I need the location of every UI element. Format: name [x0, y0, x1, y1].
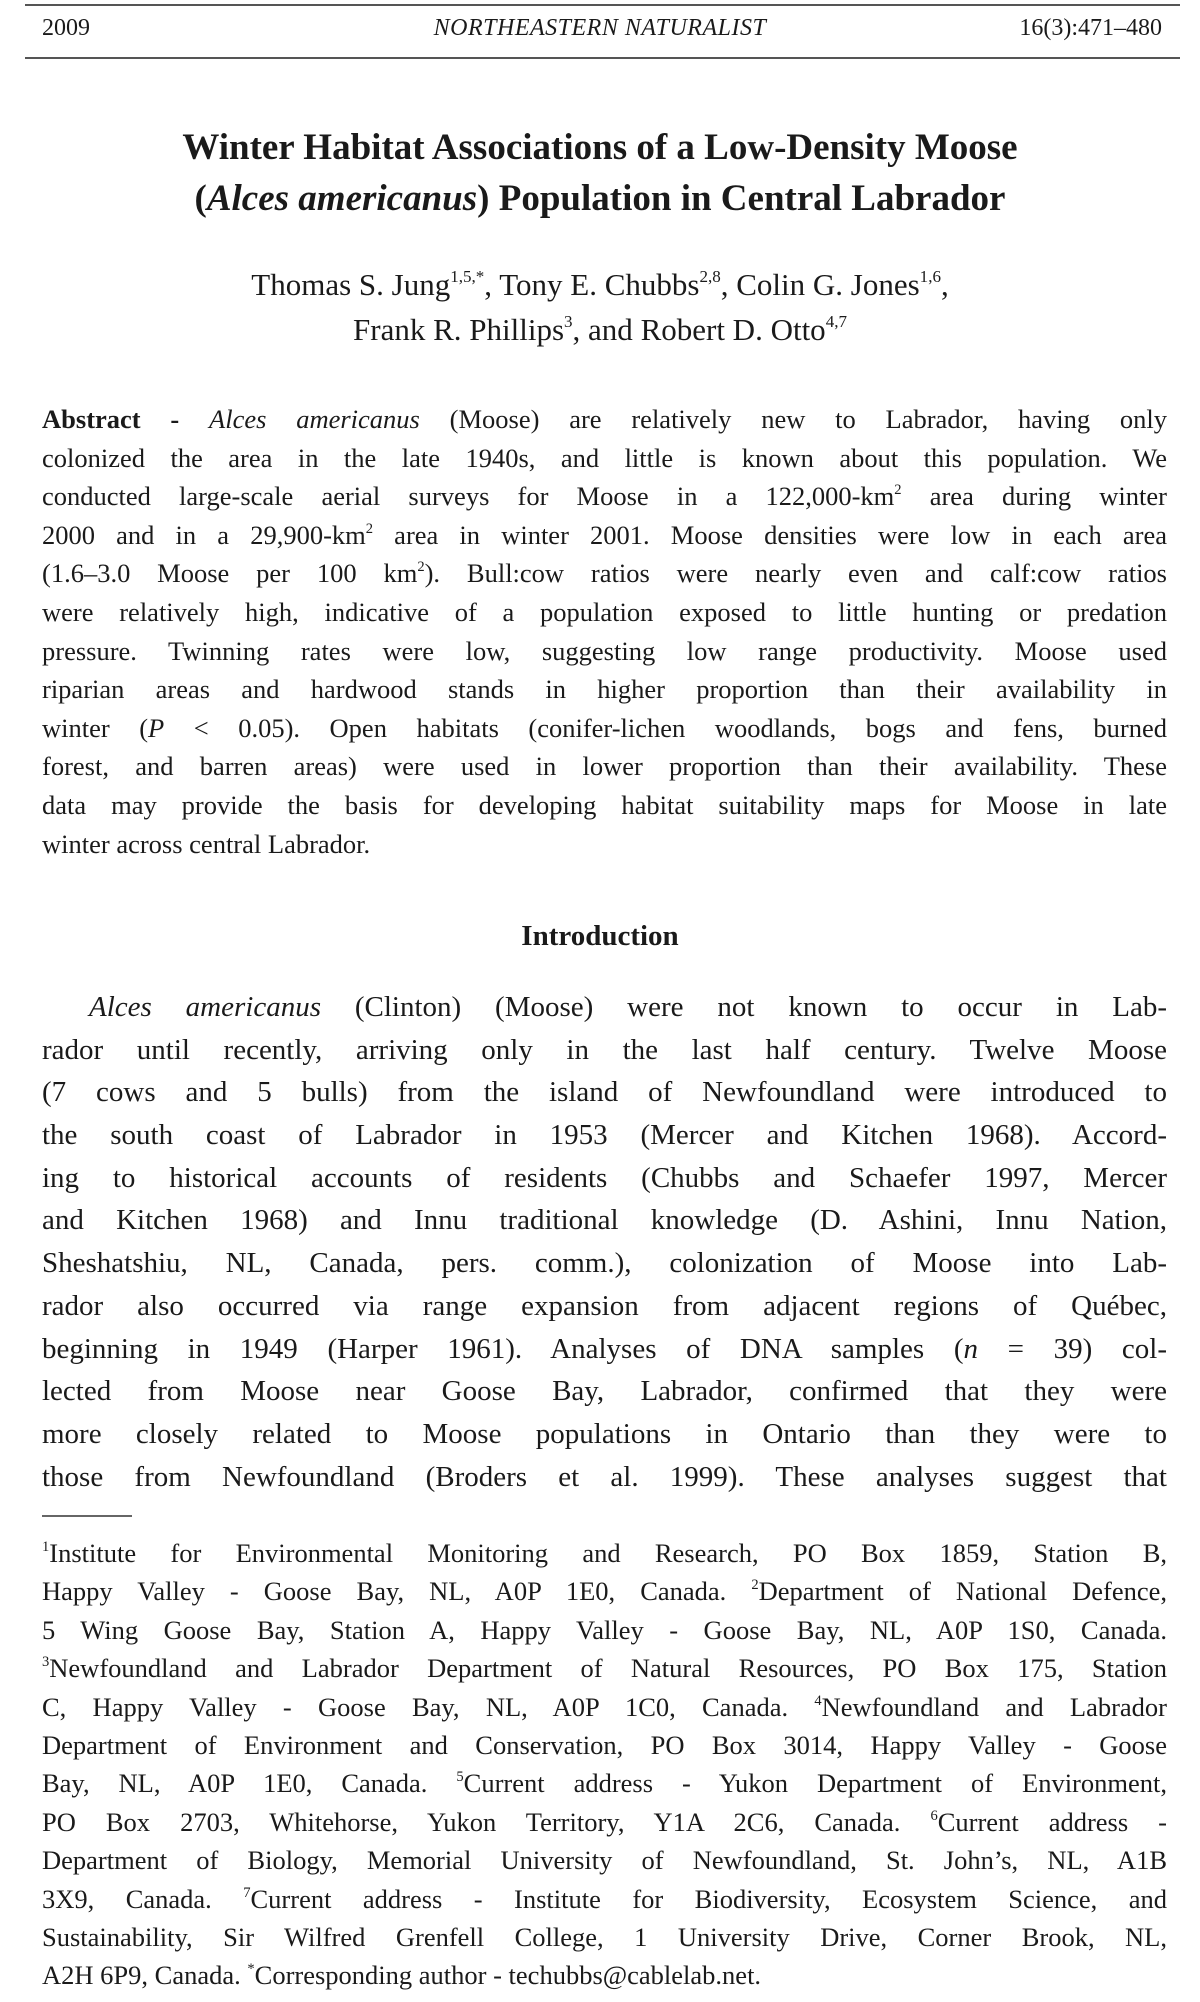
footnote-line	[42, 1841, 1167, 1879]
footnote-text: C, Happy Valley - Goose Bay, NL, A0P 1C0, Canada.	[42, 1691, 815, 1722]
title-line-2	[0, 173, 1200, 224]
abstract-text: area in winter 2001. Moose densities were low in each area	[373, 519, 1167, 550]
footnote-marker: 2	[751, 1577, 759, 1594]
abstract-line	[42, 477, 1167, 516]
section-heading-introduction: Introduction	[521, 920, 679, 952]
footnote-line	[42, 1918, 1167, 1956]
abstract	[42, 400, 1167, 863]
footnote-text: Corresponding author - techubbs@cablelab.net.	[254, 1960, 762, 1991]
footnote-line	[42, 1649, 1167, 1687]
abstract-text: area during winter	[901, 481, 1167, 512]
intro-text: = 39) col-	[978, 1332, 1167, 1365]
author-affiliation: 4,7	[825, 312, 847, 332]
intro-line: (7 cows and 5 bulls) from the island of Newfoundland were introduced to	[42, 1076, 1167, 1109]
footnote-line	[42, 1572, 1167, 1610]
footnote-text: Newfoundland and Labrador Department of Natural Resources, PO Box 175, Station	[49, 1653, 1167, 1684]
abstract-text: winter (	[42, 712, 149, 743]
intro-text: (Clinton) (Moose) were not known to occur in Lab-	[320, 991, 1167, 1023]
abstract-line: were relatively high, indicative of a population exposed to little hunting or predation	[42, 596, 1167, 627]
footnote-text: Current address - Institute for Biodiversity, Ecosystem Science, and	[250, 1883, 1167, 1914]
abstract-line: pressure. Twinning rates were low, suggesting low range productivity. Moose used	[42, 635, 1167, 666]
intro-line: rador also occurred via range expansion from adjacent regions of Québec,	[42, 1289, 1167, 1322]
superscript: 2	[365, 520, 374, 537]
intro-line: Sheshatshiu, NL, Canada, pers. comm.), colonization of Moose into Lab-	[42, 1247, 1167, 1280]
footnote-marker: 3	[42, 1654, 50, 1671]
footnote-line	[42, 1534, 1167, 1572]
footnote-line	[42, 1688, 1167, 1726]
abstract-line: colonized the area in the late 1940s, and little is known about this population. We	[42, 442, 1167, 473]
title-paren-open: (	[194, 178, 207, 219]
article-title	[0, 122, 1200, 224]
footnote-text: Department of Biology, Memorial University of Newfoundland, St. John’s, NL, A1B	[42, 1845, 1167, 1876]
abstract-text: ). Bull:cow ratios were nearly even and calf:cow ratios	[424, 558, 1167, 589]
author-name: Robert D. Otto	[640, 312, 826, 347]
abstract-line	[42, 709, 1167, 748]
superscript: 2	[894, 482, 902, 499]
abstract-line	[42, 554, 1167, 593]
abstract-line: data may provide the basis for developing habitat suitability maps for Moose in late	[42, 789, 1167, 820]
footnote-text: Sustainability, Sir Wilfred Grenfell College, 1 University Drive, Corner Brook, NL,	[42, 1921, 1167, 1952]
footnote-text: Department of National Defence,	[758, 1576, 1168, 1607]
footnote-separator	[42, 1515, 132, 1517]
footnote-line	[42, 1803, 1167, 1841]
footnote-marker: 6	[930, 1807, 938, 1824]
abstract-species: Alces americanus	[209, 404, 420, 434]
footnote-line	[42, 1611, 1167, 1649]
affiliation-footnotes	[42, 1534, 1167, 1995]
abstract-line	[42, 400, 1167, 439]
header-top-rule	[25, 4, 1180, 6]
introduction-body	[42, 986, 1167, 1498]
footnote-text: Happy Valley - Goose Bay, NL, A0P 1E0, Canada.	[42, 1576, 752, 1607]
footnote-marker: 4	[814, 1692, 822, 1709]
footnote-text: Bay, NL, A0P 1E0, Canada.	[42, 1768, 457, 1799]
header-journal-name: NORTHEASTERN NATURALIST	[433, 15, 767, 41]
footnote-marker: 7	[243, 1884, 251, 1901]
footnote-text: Institute for Environmental Monitoring and Research, PO Box 1859, Station B,	[49, 1538, 1167, 1568]
footnote-marker: 1	[42, 1539, 50, 1556]
footnote-text: Current address -	[937, 1806, 1167, 1837]
author-affiliation: 3	[564, 312, 573, 332]
abstract-label: Abstract -	[42, 404, 180, 434]
intro-text: beginning in 1949 (Harper 1961). Analyses of DNA samples (	[42, 1332, 964, 1365]
abstract-line: riparian areas and hardwood stands in higher proportion than their availability in	[42, 674, 1167, 705]
footnote-text: Department of Environment and Conservation, PO Box 3014, Happy Valley - Goose	[42, 1729, 1167, 1760]
abstract-text: conducted large-scale aerial surveys for Moose in a 122,000-km	[42, 481, 895, 512]
authors-line-2: Frank R. Phillips$^3$, and Robert D. Otto$^{4,7}$	[353, 312, 847, 347]
footnote-line	[42, 1956, 1167, 1994]
header-year: 2009	[42, 15, 90, 41]
footnote-marker: 5	[456, 1769, 464, 1786]
intro-line: ing to historical accounts of residents (Chubbs and Schaefer 1997, Mercer	[42, 1161, 1167, 1194]
author-affiliation: 1,5,*	[450, 267, 485, 287]
abstract-text: (1.6–3.0 Moose per 100 km	[42, 558, 418, 589]
superscript: 2	[417, 559, 425, 576]
author-list	[0, 262, 1200, 352]
footnote-line	[42, 1726, 1167, 1764]
intro-line	[42, 1328, 1167, 1371]
abstract-text: 2000 and in a 29,900-km	[42, 519, 366, 550]
header-citation: 16(3):471–480	[1019, 15, 1162, 41]
abstract-text: < 0.05). Open habitats (conifer-lichen woodlands, bogs and fens, burned	[164, 712, 1167, 743]
abstract-text: (Moose) are relatively new to Labrador, having only	[419, 404, 1168, 434]
intro-line: more closely related to Moose populations in Ontario than they were to	[42, 1417, 1167, 1450]
title-rest: ) Population in Central Labrador	[477, 178, 1006, 219]
footnote-line	[42, 1880, 1167, 1918]
intro-line: lected from Moose near Goose Bay, Labrador, confirmed that they were	[42, 1375, 1167, 1408]
abstract-line	[42, 516, 1167, 555]
header-bottom-rule	[25, 57, 1180, 59]
title-species: Alces americanus	[206, 178, 478, 219]
authors-line-1: Thomas S. Jung$^{1,5,*}$, Tony E. Chubbs$^{2,8}$, Colin G. Jones$^{1,6}$,	[251, 267, 949, 302]
intro-line: those from Newfoundland (Broders et al. 1999). These analyses suggest that	[42, 1460, 1167, 1493]
intro-line: the south coast of Labrador in 1953 (Mercer and Kitchen 1968). Accord-	[42, 1119, 1167, 1152]
author-name: Colin G. Jones	[736, 267, 920, 302]
author-name: Frank R. Phillips	[353, 312, 565, 347]
footnote-text: PO Box 2703, Whitehorse, Yukon Territory, Y1A 2C6, Canada.	[42, 1806, 931, 1837]
author-name: Thomas S. Jung	[251, 267, 451, 302]
author-affiliation: 2,8	[699, 267, 721, 287]
title-line-1: Winter Habitat Associations of a Low-Density Moose	[182, 127, 1018, 168]
footnote-text: Newfoundland and Labrador	[821, 1691, 1167, 1722]
footnote-text: 5 Wing Goose Bay, Station A, Happy Valley - Goose Bay, NL, A0P 1S0, Canada.	[42, 1614, 1167, 1645]
author-name: Tony E. Chubbs	[499, 267, 700, 302]
intro-line: rador until recently, arriving only in the last half century. Twelve Moose	[42, 1033, 1167, 1066]
p-value-symbol: P	[148, 712, 165, 743]
author-affiliation: 1,6	[919, 267, 941, 287]
footnote-marker: *	[247, 1961, 255, 1978]
footnote-line	[42, 1764, 1167, 1802]
footnote-text: A2H 6P9, Canada.	[42, 1960, 248, 1991]
intro-line	[42, 986, 1167, 1029]
sample-size-symbol: n	[963, 1332, 978, 1365]
abstract-line: winter across central Labrador.	[42, 828, 371, 859]
abstract-line: forest, and barren areas) were used in lower proportion than their availability. These	[42, 751, 1167, 782]
footnote-text: Current address - Yukon Department of Environment,	[463, 1768, 1167, 1799]
footnote-text: 3X9, Canada.	[42, 1883, 244, 1914]
intro-line: and Kitchen 1968) and Innu traditional knowledge (D. Ashini, Innu Nation,	[42, 1204, 1167, 1237]
intro-species: Alces americanus	[89, 991, 321, 1023]
